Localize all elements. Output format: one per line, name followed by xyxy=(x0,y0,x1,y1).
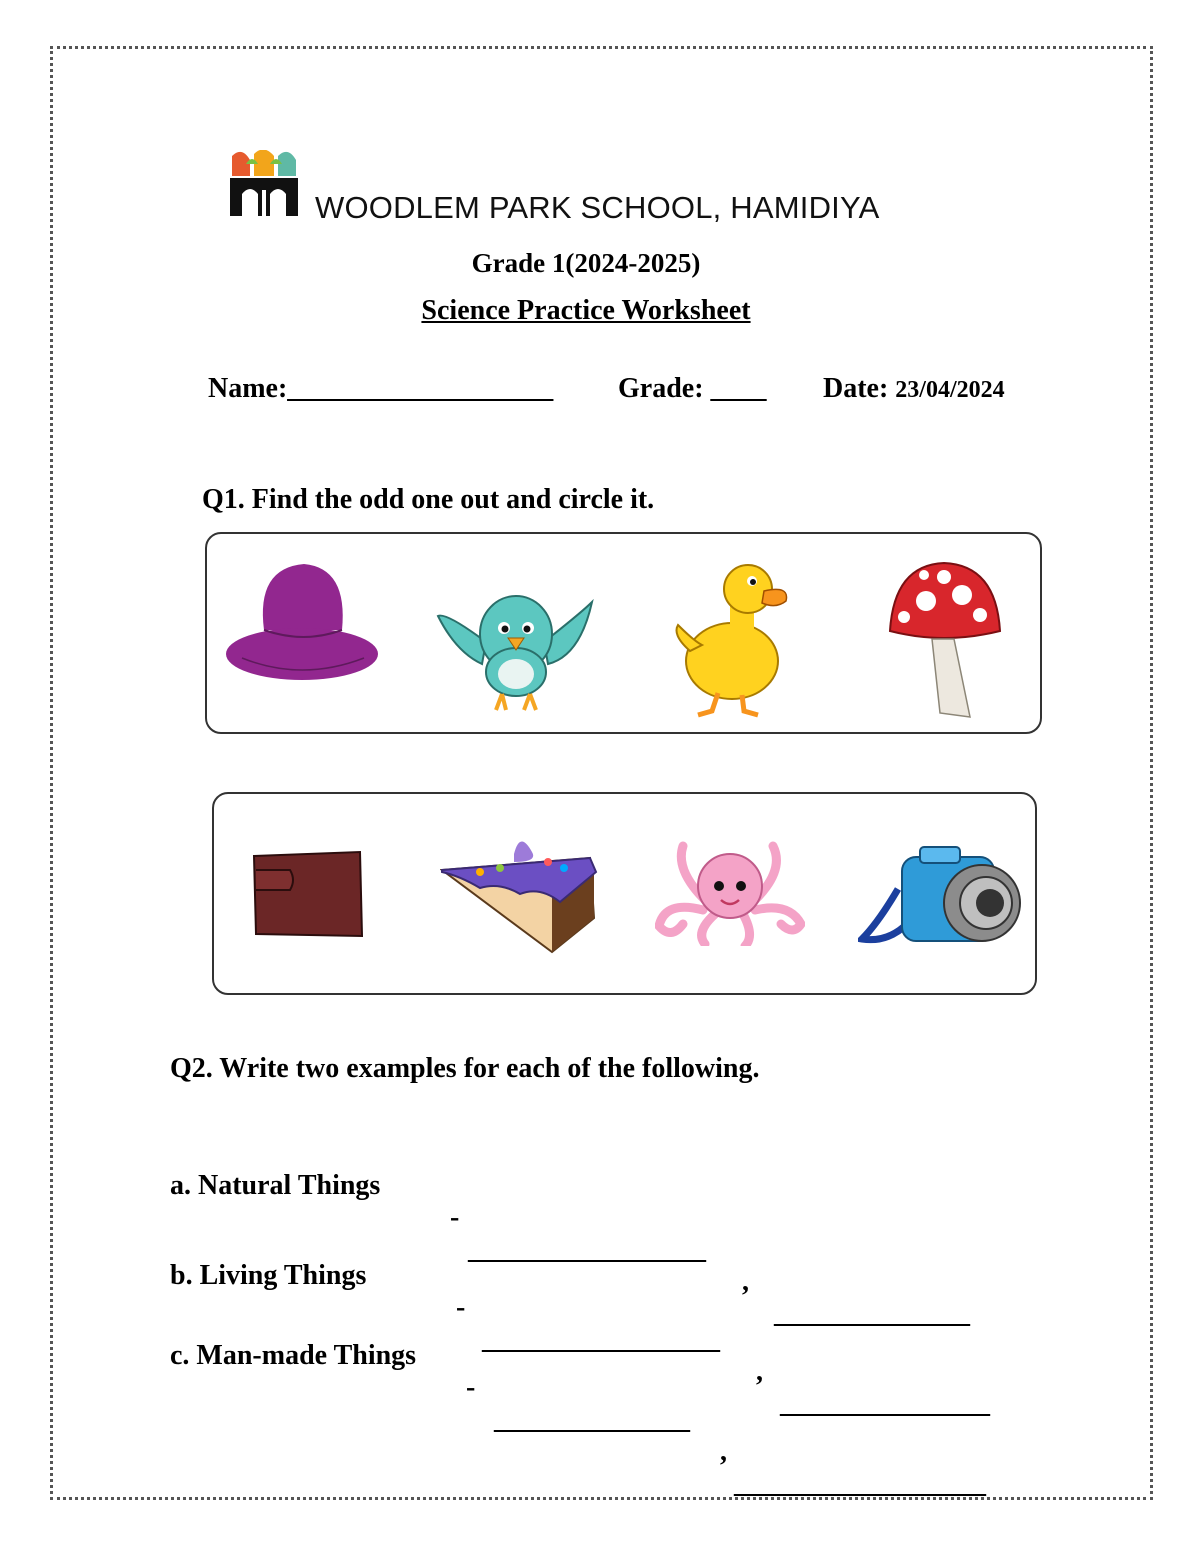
cake-image[interactable] xyxy=(440,832,598,954)
duck-image[interactable] xyxy=(668,555,790,718)
grade-blank: ____ xyxy=(710,373,767,404)
date-label: Date: xyxy=(823,373,889,404)
answer-blank-1[interactable]: _________________ xyxy=(482,1324,720,1355)
answer-blank-1[interactable]: ______________ xyxy=(494,1404,690,1435)
q2-comma: , xyxy=(756,1356,763,1387)
answer-blank-2[interactable]: _______________ xyxy=(780,1388,990,1419)
mushroom-image[interactable] xyxy=(886,561,1002,719)
name-label: Name: xyxy=(208,373,288,404)
q1-heading: Q1. Find the odd one out and circle it. xyxy=(202,484,655,515)
q2-comma: , xyxy=(742,1266,749,1297)
q2-label: b. Living Things xyxy=(170,1260,367,1291)
date-field xyxy=(823,373,1005,405)
q2-dash: - xyxy=(450,1202,460,1233)
q2-label: c. Man-made Things xyxy=(170,1340,417,1371)
wallet-image[interactable] xyxy=(250,850,366,940)
octopus-image[interactable] xyxy=(655,840,805,946)
grade-field[interactable] xyxy=(618,373,767,405)
q2-dash: - xyxy=(456,1292,466,1323)
school-name: WOODLEM PARK SCHOOL, HAMIDIYA xyxy=(315,190,880,225)
q2-heading: Q2. Write two examples for each of the following. xyxy=(170,1053,760,1084)
q2-label: a. Natural Things xyxy=(170,1170,381,1201)
answer-blank-1[interactable]: _________________ xyxy=(468,1234,706,1265)
answer-blank-2[interactable]: __________________ xyxy=(734,1468,986,1499)
q2-dash: - xyxy=(466,1372,476,1403)
camera-image[interactable] xyxy=(858,843,1024,947)
date-value: 23/04/2024 xyxy=(895,377,1005,403)
name-field[interactable] xyxy=(208,373,553,405)
bird-image[interactable] xyxy=(436,572,594,714)
name-blank: ___________________ xyxy=(287,373,554,404)
answer-blank-2[interactable]: ______________ xyxy=(774,1298,970,1329)
grade-label: Grade: xyxy=(618,373,704,404)
worksheet-title: Science Practice Worksheet xyxy=(421,295,751,326)
hat-image[interactable] xyxy=(224,560,380,685)
grade-year: Grade 1(2024-2025) xyxy=(471,248,701,278)
q2-item-manmade[interactable] xyxy=(170,1308,986,1500)
q2-comma: , xyxy=(720,1436,727,1467)
school-logo xyxy=(228,150,300,218)
